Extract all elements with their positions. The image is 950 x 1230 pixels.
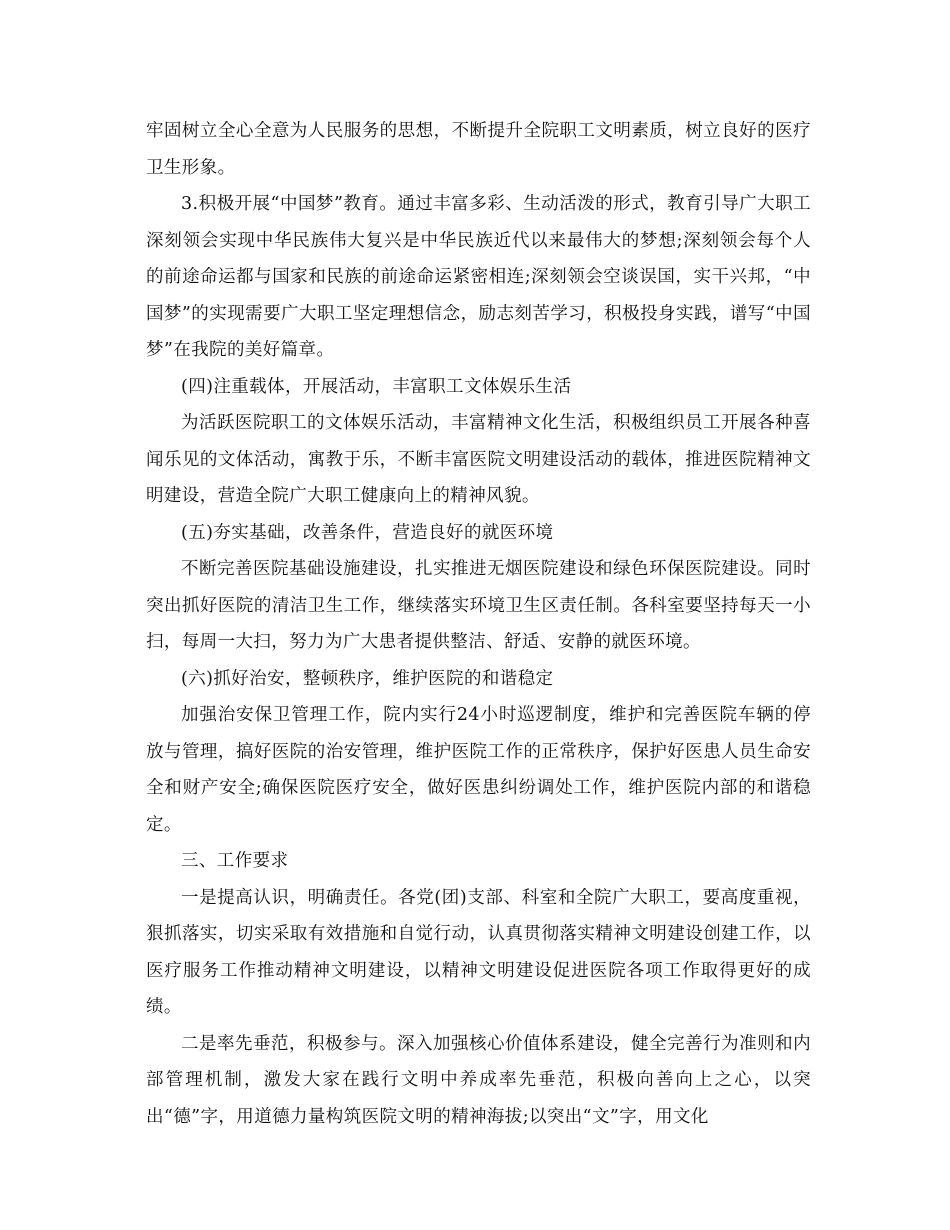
paragraph-item-3-china-dream: 3.积极开展“中国梦”教育。通过丰富多彩、生动活泼的形式，教育引导广大职工深刻领会实现中华民族伟大复兴是中华民族近代以来最伟大的梦想;深刻领会每个人的前途命运都与国家和民族的前途命运紧密相连;深刻领会空谈误国，实干兴邦，“中国梦”的实现需要广大职工坚定理想信念，励志刻苦学习，积极投身实践，谱写“中国梦”在我院的美好篇章。 bbox=[146, 194, 811, 360]
paragraph-continuation: 牢固树立全心全意为人民服务的思想，不断提升全院职工文明素质，树立良好的医疗卫生形象。 bbox=[146, 121, 811, 178]
paragraph-security: 加强治安保卫管理工作，院内实行24小时巡逻制度，维护和完善医院车辆的停放与管理，搞好医院的治安管理，维护医院工作的正常秩序，保护好医患人员生命安全和财产安全;确保医院医疗安全，做好医患纠纷调处工作，维护医院内部的和谐稳定。 bbox=[146, 705, 811, 835]
section-heading-work-requirements: 三、工作要求 bbox=[181, 851, 289, 871]
document-body bbox=[146, 113, 811, 1135]
paragraph-requirement-2: 二是率先垂范，积极参与。深入加强核心价值体系建设，健全完善行为准则和内部管理机制，激发大家在践行文明中养成率先垂范，积极向善向上之心，以突出“德”字，用道德力量构筑医院文明的精神海拔;以突出“文”字，用文化 bbox=[146, 1033, 811, 1127]
section-heading-4: (四)注重载体，开展活动，丰富职工文体娱乐生活 bbox=[181, 376, 572, 397]
paragraph-requirement-1: 一是提高认识，明确责任。各党(团)支部、科室和全院广大职工，要高度重视，狠抓落实，切实采取有效措施和自觉行动，认真贯彻落实精神文明建设创建工作，以医疗服务工作推动精神文明建设，以精神文明建设促进医院各项工作取得更好的成绩。 bbox=[146, 887, 811, 1017]
section-heading-5: (五)夯实基础，改善条件，营造良好的就医环境 bbox=[181, 522, 554, 543]
paragraph-infrastructure: 不断完善医院基础设施建设，扎实推进无烟医院建设和绿色环保医院建设。同时突出抓好医院的清洁卫生工作，继续落实环境卫生区责任制。各科室要坚持每天一小扫，每周一大扫，努力为广大患者提供整洁、舒适、安静的就医环境。 bbox=[146, 559, 811, 652]
section-heading-6: (六)抓好治安，整顿秩序，维护医院的和谐稳定 bbox=[181, 668, 554, 689]
paragraph-cultural-activities: 为活跃医院职工的文体娱乐活动，丰富精神文化生活，积极组织员工开展各种喜闻乐见的文体活动，寓教于乐，不断丰富医院文明建设活动的载体，推进医院精神文明建设，营造全院广大职工健康向上的精神风貌。 bbox=[146, 413, 811, 506]
